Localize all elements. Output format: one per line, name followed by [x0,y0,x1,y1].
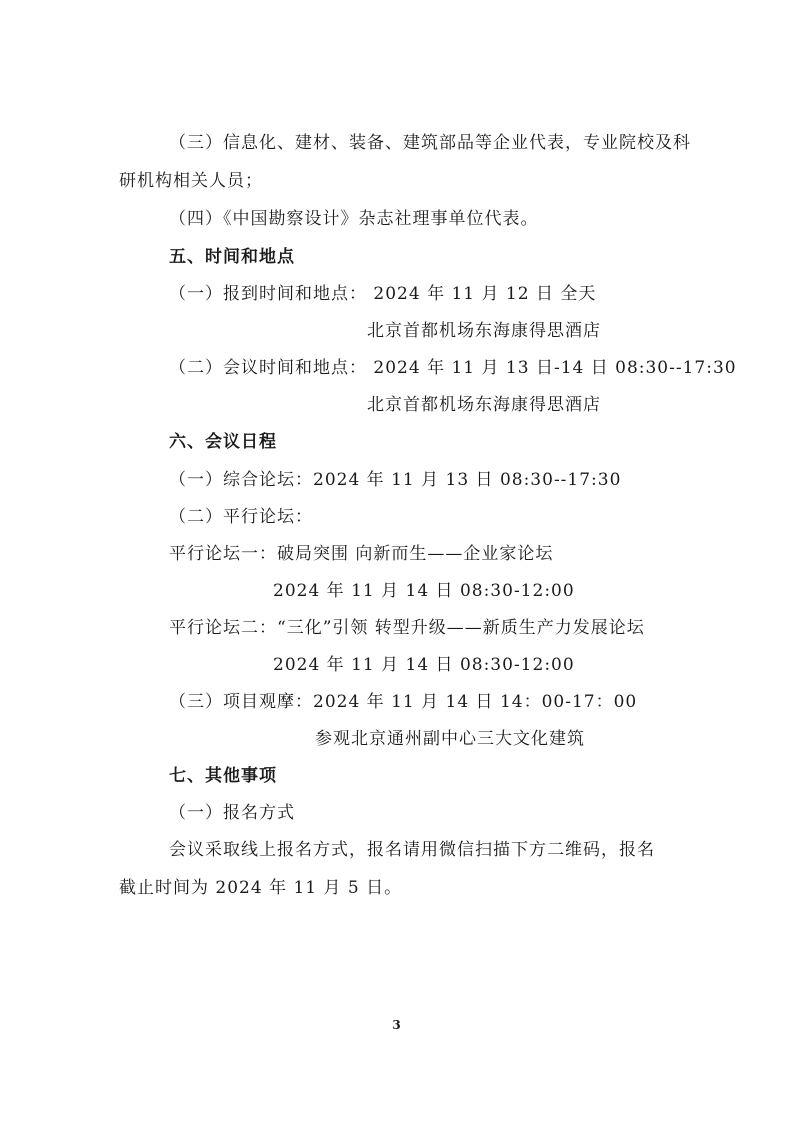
parallel-forum-2: 平行论坛二：“三化”引领 转型升级——新质生产力发展论坛 [169,618,645,638]
project-visit: （三）项目观摩：2024 年 11 月 14 日 14：00-17：00 [169,692,638,712]
section-heading-agenda: 六、会议日程 [169,432,277,452]
attendee-item-4: （四）《中国勘察设计》杂志社理事单位代表。 [169,209,539,229]
attendee-item-3-line-1: （三）信息化、建材、装备、建筑部品等企业代表，专业院校及科 [169,133,691,153]
section-heading-time-place: 五、时间和地点 [169,247,295,267]
registration-method-line-1: 会议采取线上报名方式，报名请用微信扫描下方二维码，报名 [169,840,655,860]
parallel-forums-label: （二）平行论坛： [169,507,313,527]
parallel-forum-1-time: 2024 年 11 月 14 日 08:30-12:00 [273,581,575,601]
registration-method-line-2: 截止时间为 2024 年 11 月 5 日。 [119,878,403,898]
registration-method-label: （一）报名方式 [169,803,295,823]
section-heading-other: 七、其他事项 [169,766,277,786]
parallel-forum-1: 平行论坛一：破局突围 向新而生——企业家论坛 [169,544,554,564]
page-number: 3 [392,1018,401,1032]
attendee-item-3-line-2: 研机构相关人员； [119,171,263,191]
registration-venue: 北京首都机场东海康得思酒店 [367,321,601,341]
project-visit-detail: 参观北京通州副中心三大文化建筑 [315,729,585,749]
meeting-venue: 北京首都机场东海康得思酒店 [367,395,601,415]
general-forum: （一）综合论坛：2024 年 11 月 13 日 08:30--17:30 [169,470,622,490]
meeting-time-place: （二）会议时间和地点： 2024 年 11 月 13 日-14 日 08:30--17:30 [169,358,737,378]
registration-time-place: （一）报到时间和地点： 2024 年 11 月 12 日 全天 [169,284,597,304]
parallel-forum-2-time: 2024 年 11 月 14 日 08:30-12:00 [273,655,575,675]
